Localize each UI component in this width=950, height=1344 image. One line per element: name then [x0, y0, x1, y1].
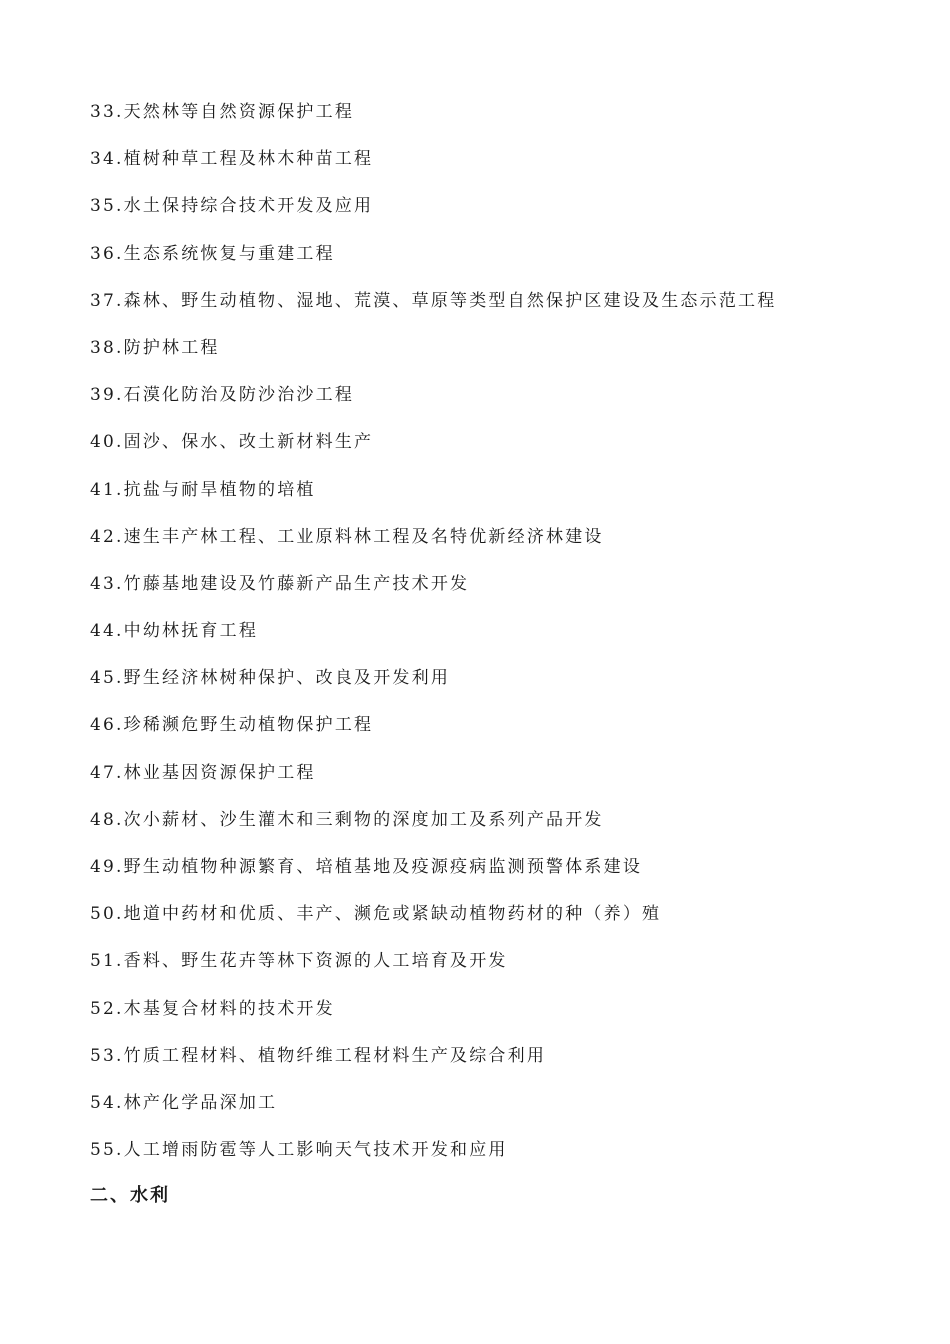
- list-item: 41.抗盐与耐旱植物的培植: [90, 479, 316, 500]
- list-item: 50.地道中药材和优质、丰产、濒危或紧缺动植物药材的种（养）殖: [90, 904, 662, 925]
- list-item: 35.水土保持综合技术开发及应用: [90, 196, 374, 217]
- list-item: 45.野生经济林树种保护、改良及开发利用: [90, 668, 451, 689]
- list-item: 48.次小薪材、沙生灌木和三剩物的深度加工及系列产品开发: [90, 809, 604, 830]
- list-item: 43.竹藤基地建设及竹藤新产品生产技术开发: [90, 573, 470, 594]
- list-item: 44.中幼林抚育工程: [90, 621, 259, 642]
- list-item: 34.植树种草工程及林木种苗工程: [90, 149, 374, 170]
- list-item: 47.林业基因资源保护工程: [90, 762, 316, 783]
- list-item: 40.固沙、保水、改土新材料生产: [90, 432, 374, 453]
- list-item: 49.野生动植物种源繁育、培植基地及疫源疫病监测预警体系建设: [90, 857, 643, 877]
- item-list: [90, 99, 776, 1184]
- list-item: 54.林产化学品深加工: [90, 1092, 278, 1113]
- list-item: 38.防护林工程: [90, 337, 220, 358]
- list-item: 36.生态系统恢复与重建工程: [90, 243, 335, 264]
- list-item: 33.天然林等自然资源保护工程: [90, 102, 355, 122]
- section-heading: 二、水利: [90, 1185, 170, 1206]
- list-item: 52.木基复合材料的技术开发: [90, 998, 335, 1019]
- list-item: 53.竹质工程材料、植物纤维工程材料生产及综合利用: [90, 1045, 547, 1066]
- list-item: 55.人工增雨防雹等人工影响天气技术开发和应用: [90, 1140, 508, 1161]
- list-item: 42.速生丰产林工程、工业原料林工程及名特优新经济林建设: [90, 526, 604, 547]
- list-item: 46.珍稀濒危野生动植物保护工程: [90, 715, 374, 736]
- list-item: 51.香料、野生花卉等林下资源的人工培育及开发: [90, 951, 508, 972]
- list-item: 37.森林、野生动植物、湿地、荒漠、草原等类型自然保护区建设及生态示范工程: [90, 290, 777, 311]
- list-item: 39.石漠化防治及防沙治沙工程: [90, 385, 355, 406]
